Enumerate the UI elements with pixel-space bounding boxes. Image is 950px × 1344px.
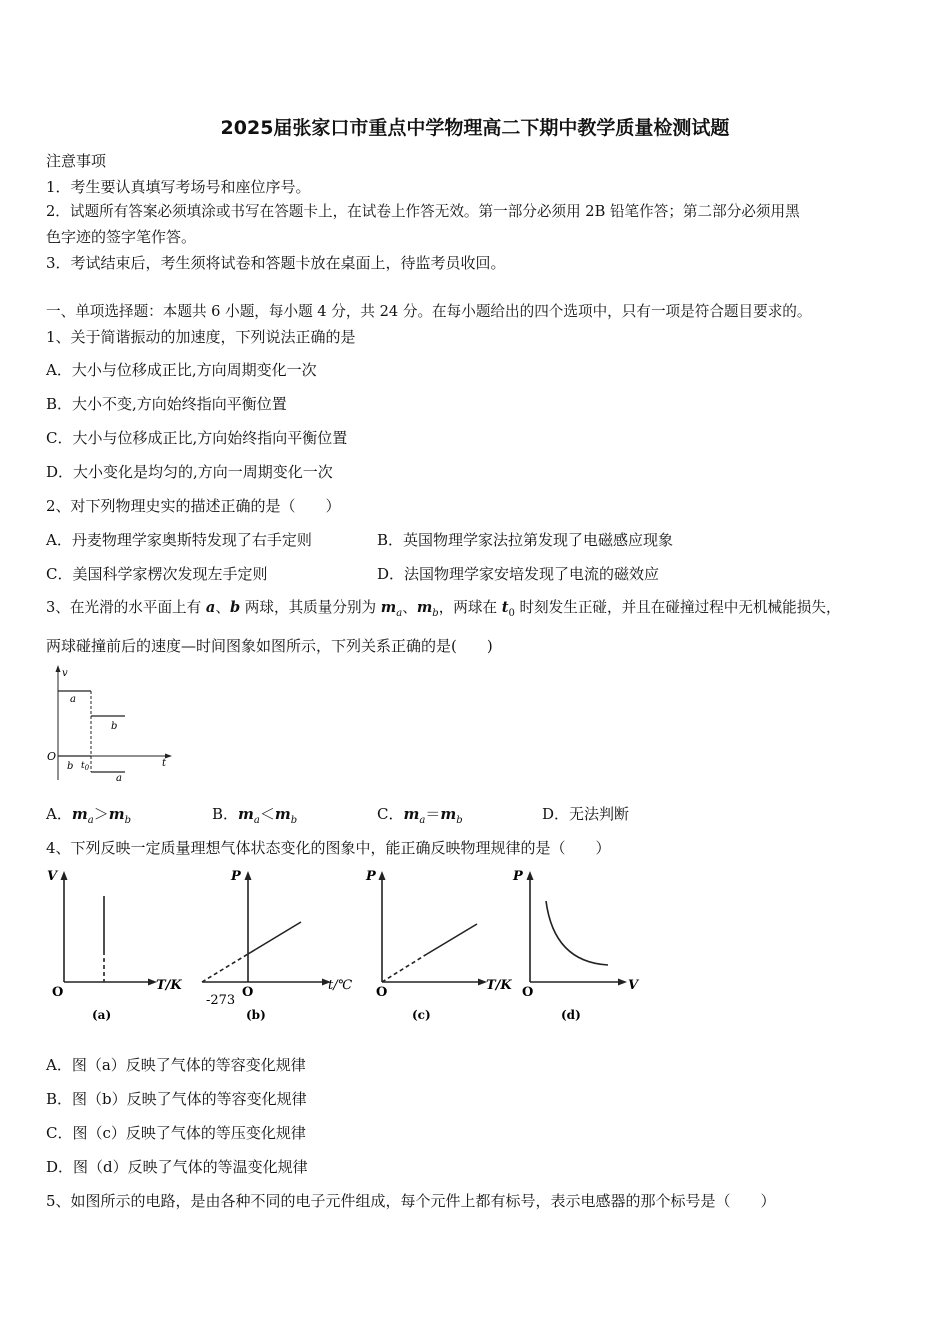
q4c-line-dashed <box>382 954 427 982</box>
q3-t-axis-arrow <box>165 754 172 759</box>
q3-graph-t0: $t_0$ <box>81 761 90 772</box>
q3-option-b: B．$m_a<m_b$ <box>212 805 298 826</box>
q3-graph-b-low: b <box>67 761 74 772</box>
q3-graph-v-label: v <box>62 668 68 679</box>
q4b-origin: O <box>242 985 254 1000</box>
q1-option-a: A．大小与位移成正比,方向周期变化一次 <box>46 361 317 379</box>
q4d-isotherm-curve <box>546 901 608 965</box>
q4-option-b: B．图（b）反映了气体的等容变化规律 <box>46 1090 307 1108</box>
q4-graph-a <box>44 864 194 1029</box>
q4-option-d: D．图（d）反映了气体的等温变化规律 <box>46 1158 308 1176</box>
q4-option-a: A．图（a）反映了气体的等容变化规律 <box>46 1056 306 1074</box>
q4d-origin: O <box>522 985 534 1000</box>
q4b-caption: (b) <box>246 1008 266 1022</box>
q2-option-b: B．英国物理学家法拉第发现了电磁感应现象 <box>377 531 674 549</box>
q4b-x-label: t/℃ <box>328 978 353 993</box>
q4d-y-label: P <box>513 869 523 884</box>
q3-v-axis-arrow <box>56 665 61 672</box>
q4-stem: 4、下列反映一定质量理想气体状态变化的图象中，能正确反映物理规律的是（ ） <box>46 839 611 857</box>
q4-graph-c <box>364 864 519 1029</box>
q1-option-d: D．大小变化是均匀的,方向一周期变化一次 <box>46 463 333 481</box>
page-title: 2025届张家口市重点中学物理高二下期中教学质量检测试题 <box>220 117 730 139</box>
q4a-x-label: T/K <box>156 978 182 993</box>
notice-item-2-cont: 色字迹的签字笔作答。 <box>46 228 197 246</box>
q2-option-a: A．丹麦物理学家奥斯特发现了右手定则 <box>46 531 312 549</box>
q3-velocity-time-graph <box>40 662 180 787</box>
q4c-origin: O <box>376 985 388 1000</box>
notice-item-3: 3．考试结束后，考生须将试卷和答题卡放在桌面上，待监考员收回。 <box>46 254 506 272</box>
notice-item-1: 1．考生要认真填写考场号和座位序号。 <box>46 178 311 196</box>
q4d-caption: (d) <box>561 1008 581 1022</box>
q2-stem: 2、对下列物理史实的描述正确的是（ ） <box>46 497 341 515</box>
q4c-y-label: P <box>366 869 376 884</box>
q4c-x-label: T/K <box>486 978 512 993</box>
q3-graph-a-top: a <box>70 694 76 705</box>
q3-graph-t-label: t <box>162 758 167 769</box>
q4-graph-d <box>510 864 650 1029</box>
q4-graph-b <box>198 864 363 1029</box>
q3-graph-origin: O <box>47 750 57 763</box>
q4-option-c: C．图（c）反映了气体的等压变化规律 <box>46 1124 306 1142</box>
notice-item-2: 2．试题所有答案必须填涂或书写在答题卡上，在试卷上作答无效。第一部分必须用 2B 铅笔作答；第二部分必须用黑 <box>46 203 800 220</box>
q3-option-a: A．$m_a>m_b$ <box>46 805 131 826</box>
q4d-x-label: V <box>628 978 639 993</box>
q3-stem-line2: 两球碰撞前后的速度—时间图象如图所示，下列关系正确的是( ) <box>46 637 493 655</box>
notice-heading: 注意事项 <box>46 152 107 170</box>
q4c-line-solid <box>427 924 477 954</box>
q4b-y-label: P <box>231 869 241 884</box>
q4a-y-label: V <box>47 869 58 884</box>
q2-option-d: D．法国物理学家安培发现了电流的磁效应 <box>377 565 660 583</box>
q5-stem: 5、如图所示的电路，是由各种不同的电子元件组成，每个元件上都有标号，表示电感器的那个标号是（ ） <box>46 1192 776 1210</box>
q4b-line-solid <box>248 922 301 954</box>
q4c-caption: (c) <box>412 1008 431 1022</box>
q3-graph-b-mid: b <box>111 721 118 732</box>
q1-option-c: C．大小与位移成正比,方向始终指向平衡位置 <box>46 429 348 447</box>
q4a-origin: O <box>52 985 64 1000</box>
q1-stem: 1、关于简谐振动的加速度，下列说法正确的是 <box>46 328 356 346</box>
q4b-line-dashed <box>202 954 248 982</box>
q3-stem-line1: 3、在光滑的水平面上有 a、b 两球，其质量分别为 $m_a$、$m_b$，两球在 $t_0$ 时刻发生正碰，并且在碰撞过程中无机械能损失， <box>46 599 841 619</box>
q1-option-b: B．大小不变,方向始终指向平衡位置 <box>46 395 287 413</box>
section-heading: 一、单项选择题：本题共 6 小题，每小题 4 分，共 24 分。在每小题给出的四个选项中，只有一项是符合题目要求的。 <box>46 303 812 320</box>
q2-option-c: C．美国科学家楞次发现左手定则 <box>46 565 268 583</box>
q3-option-c: C．$m_a=m_b$ <box>377 805 463 826</box>
q4b-neg-273: -273 <box>206 993 236 1008</box>
q3-option-d: D．无法判断 <box>542 805 630 823</box>
q3-graph-a-low: a <box>116 773 122 784</box>
q4a-caption: (a) <box>92 1008 112 1022</box>
